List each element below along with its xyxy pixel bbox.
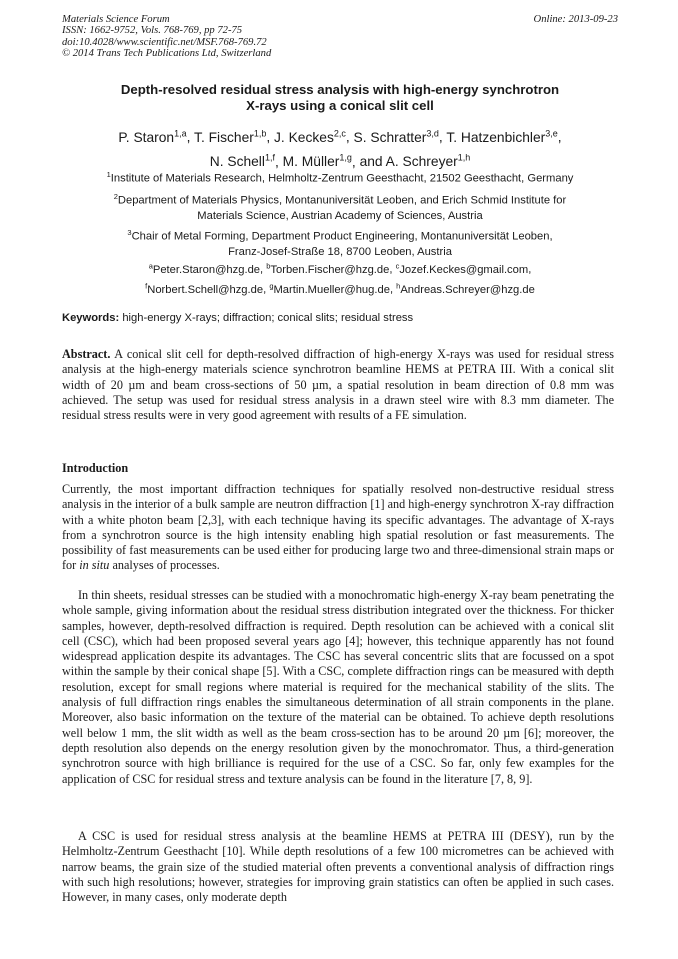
paper-title bbox=[62, 82, 618, 114]
author-list: P. Staron$^{1,a}$, T. Fischer$^{1,b}$, J. Keckes$^{2,c}$, S. Schratter$^{3,d}$, T. Hatzenbichler$^{3,e}$, N. Schell$^{1,f}$, M. Müller$^{1,g}$, and A. Schreyer$^{1,h}$ bbox=[118, 128, 562, 170]
intro-paragraph-2: In thin sheets, residual stresses can be studied with a monochromatic high-energy X-ray beam penetrating the whole sample, giving information about the residual stress distribution integrated over the thickness. For thicker samples, however, depth-resolved diffraction is required. Depth resolution can be achieved with a conical slit cell (CSC), which had been proposed several years ago [4]; however, this technique apparently has not found widespread application despite its advantages. The CSC has several concentric slits that are focussed on a spot within the sample by their conical shape [5]. With a CSC, complete diffraction rings can be measured with depth resolution, except for small regions where material is required for the mechanical stability of the slits. The analysis of full diffraction rings enables the simultaneous determination of all strain components in the plane. Moreover, also basic information on the texture of the material can be obtained. To achieve depth resolutions well below 1 mm, the slit width as well as the beam cross-section has to be around 20 µm [6]; moreover, the depth resolution also depends on the energy resolution given by the monochromator. Thus, a third-generation synchrotron source with high brilliance is required for the use of a CSC. So far, only few examples for the application of CSC for residual stress and texture analysis can be found in the literature [7, 8, 9]. bbox=[62, 588, 614, 786]
author: N. Schell$^{1,f}$ bbox=[209, 152, 275, 170]
affiliation-3: $^3$Chair of Metal Forming, Department Product Engineering, Montanuniversität Leoben, Franz-Josef-Straße 18, 8700 Leoben, Austria bbox=[127, 228, 553, 258]
abstract-text: A conical slit cell for depth-resolved diffraction of high-energy X-rays was used for residual stress analysis at the high-energy materials science synchrotron beamline HEMS at PETRA III. With a conical slit width of 20 µm and beam cross-sections of 50 µm, a spatial resolution in beam direction of 0.8 mm was achieved. The setup was used for residual stress analysis in a drawn steel wire with 8.3 mm diameter. The residual stress results were in very good agreement with results of a FE simulation. bbox=[62, 347, 614, 423]
email[interactable]: $^g$Martin.Mueller@hug.de bbox=[269, 281, 390, 296]
email[interactable]: $^f$Norbert.Schell@hzg.de bbox=[145, 281, 264, 296]
author: M. Müller$^{1,g}$ bbox=[282, 152, 352, 170]
journal-copyright: © 2014 Trans Tech Publications Ltd, Switzerland bbox=[62, 48, 272, 60]
email-list: $^a$Peter.Staron@hzg.de, $^b$Torben.Fischer@hzg.de, $^c$Jozef.Keckes@gmail.com, $^f$Norbert.Schell@hzg.de, $^g$Martin.Mueller@hug.de, $^h$Andreas.Schreyer@hzg.de bbox=[145, 261, 535, 296]
author: S. Schratter$^{3,d}$ bbox=[353, 128, 439, 145]
keywords-label: Keywords: bbox=[62, 312, 120, 324]
author: J. Keckes$^{2,c}$ bbox=[274, 128, 346, 145]
abstract-label: Abstract. bbox=[62, 347, 111, 361]
journal-doi: doi:10.4028/www.scientific.net/MSF.768-769.72 bbox=[62, 36, 267, 48]
email[interactable]: $^a$Peter.Staron@hzg.de bbox=[148, 261, 261, 276]
abstract bbox=[62, 347, 614, 423]
journal-issn: ISSN: 1662-9752, Vols. 768-769, pp 72-75 bbox=[62, 25, 243, 37]
email[interactable]: $^h$Andreas.Schreyer@hzg.de bbox=[396, 281, 535, 296]
email[interactable]: $^c$Jozef.Keckes@gmail.com bbox=[395, 261, 529, 276]
affiliation-2: $^2$Department of Materials Physics, Montanuniversität Leoben, and Erich Schmid Institute for Materials Science, Austrian Academy of Sciences, Austria bbox=[113, 192, 567, 222]
email[interactable]: $^b$Torben.Fischer@hzg.de bbox=[266, 261, 390, 276]
title-line-2: X-rays using a conical slit cell bbox=[246, 98, 434, 113]
author: T. Fischer$^{1,b}$ bbox=[194, 128, 267, 145]
author: P. Staron$^{1,a}$ bbox=[118, 128, 187, 145]
journal-name: Materials Science Forum bbox=[62, 14, 170, 25]
intro-paragraph-1: Currently, the most important diffraction techniques for spatially resolved non-destructive residual stress analysis in the interior of a bulk sample are neutron diffraction [1] and high-energy synchrotron X-ray diffraction with a white photon beam [2,3], with each technique having its specific advantages. The advantage of X-rays from a synchrotron source is the high intensity enabling high spatial resolution or fast measurements. The possibility of fast measurements can be used either for producing large two and three-dimensional strain maps or for in situ analyses of processes. bbox=[62, 482, 614, 573]
keywords bbox=[62, 311, 618, 325]
section-heading-introduction: Introduction bbox=[62, 461, 129, 475]
intro-paragraph-3: A CSC is used for residual stress analysis at the beamline HEMS at PETRA III (DESY), run by the Helmholtz-Zentrum Geesthacht [10]. While depth resolutions of a few 100 micrometres can be achieved with narrow beams, the grain size of the studied material often prevents a conventional analysis of diffraction rings with such high resolutions; however, strategies for improving grain statistics can often be applied in such cases. However, in many cases, only moderate depth bbox=[62, 829, 614, 905]
keywords-text: high-energy X-rays; diffraction; conical slits; residual stress bbox=[122, 312, 414, 324]
online-date: Online: 2013-09-23 bbox=[533, 14, 618, 25]
title-line-1: Depth-resolved residual stress analysis with high-energy synchrotron bbox=[120, 82, 560, 97]
journal-header bbox=[62, 14, 618, 60]
author: T. Hatzenbichler$^{3,e}$ bbox=[446, 128, 558, 145]
affiliation-1: $^1$Institute of Materials Research, Helmholtz-Zentrum Geesthacht, 21502 Geesthacht, Germany bbox=[106, 170, 574, 185]
author: and A. Schreyer$^{1,h}$ bbox=[359, 152, 471, 170]
